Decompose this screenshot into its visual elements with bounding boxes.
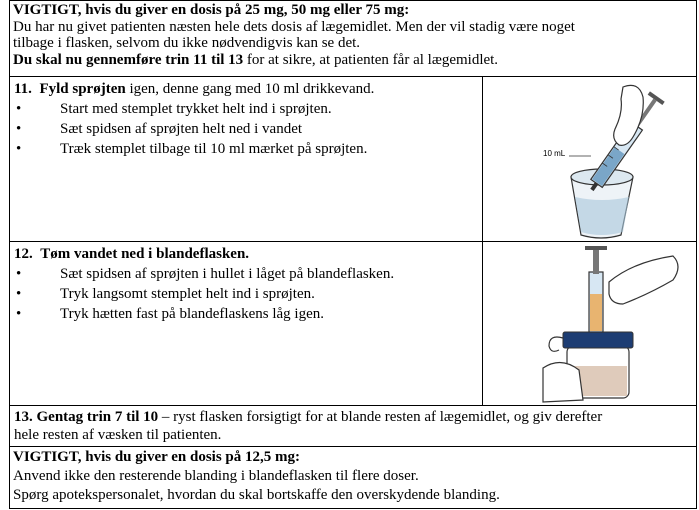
syringe-in-cup-icon — [483, 77, 697, 242]
bottom-line-2: Spørg apotekspersonalet, hvordan du skal bortskaffe den overskydende blanding. — [13, 487, 500, 503]
important-note-top — [9, 0, 697, 76]
step-13-row — [9, 405, 697, 446]
step-12-title: 12. Tøm vandet ned i blandeflasken. — [14, 246, 250, 262]
step-12-row — [9, 241, 697, 405]
note-line-3: Du skal nu gennemføre trin 11 til 13 for at sikre, at patienten får al lægemidlet. — [13, 51, 499, 68]
step-11-row — [9, 76, 697, 241]
bottom-line-1: Anvend ikke den resterende blanding i blandeflasken til flere doser. — [13, 468, 419, 484]
important-heading-top: VIGTIGT, hvis du giver en dosis på 25 mg, 50 mg eller 75 mg: — [13, 2, 410, 18]
note-line-2: tilbage i flasken, selvom du ikke nødvendigvis kan se det. — [13, 35, 361, 51]
step-11-illustration — [482, 77, 696, 241]
note-line-1: Du har nu givet patienten næsten hele dets dosis af lægemidlet. Men der vil stadig være noget — [13, 18, 575, 35]
step-11-bullet-3: • Træk stemplet tilbage til 10 ml mærket på sprøjten. — [16, 141, 368, 157]
important-heading-bottom: VIGTIGT, hvis du giver en dosis på 12,5 mg: — [13, 449, 300, 465]
step-12-bullet-3: • Tryk hætten fast på blandeflaskens låg igen. — [16, 306, 324, 322]
step-12-illustration — [482, 242, 696, 405]
step-13-line-2: hele resten af væsken til patienten. — [14, 427, 222, 443]
step-12-bullet-2: • Tryk langsomt stemplet helt ind i sprøjten. — [16, 286, 315, 302]
instruction-document — [9, 0, 697, 509]
step-11-title: 11. Fyld sprøjten igen, denne gang med 10 ml drikkevand. — [14, 81, 375, 97]
important-note-bottom — [9, 446, 697, 509]
step-11-bullet-2: • Sæt spidsen af sprøjten helt ned i vandet — [16, 121, 303, 137]
step-11-bullet-1: • Start med stemplet trykket helt ind i sprøjten. — [16, 101, 332, 117]
step-12-text — [10, 242, 482, 405]
step-12-bullet-1: • Sæt spidsen af sprøjten i hullet i låget på blandeflasken. — [16, 266, 395, 282]
syringe-volume-label: 10 mL — [543, 149, 566, 158]
syringe-into-bottle-icon — [483, 242, 697, 406]
step-13-line-1: 13. Gentag trin 7 til 10 – ryst flasken forsigtigt for at blande resten af lægemidlet, og giv derefter — [14, 409, 603, 425]
step-11-text — [10, 77, 482, 241]
